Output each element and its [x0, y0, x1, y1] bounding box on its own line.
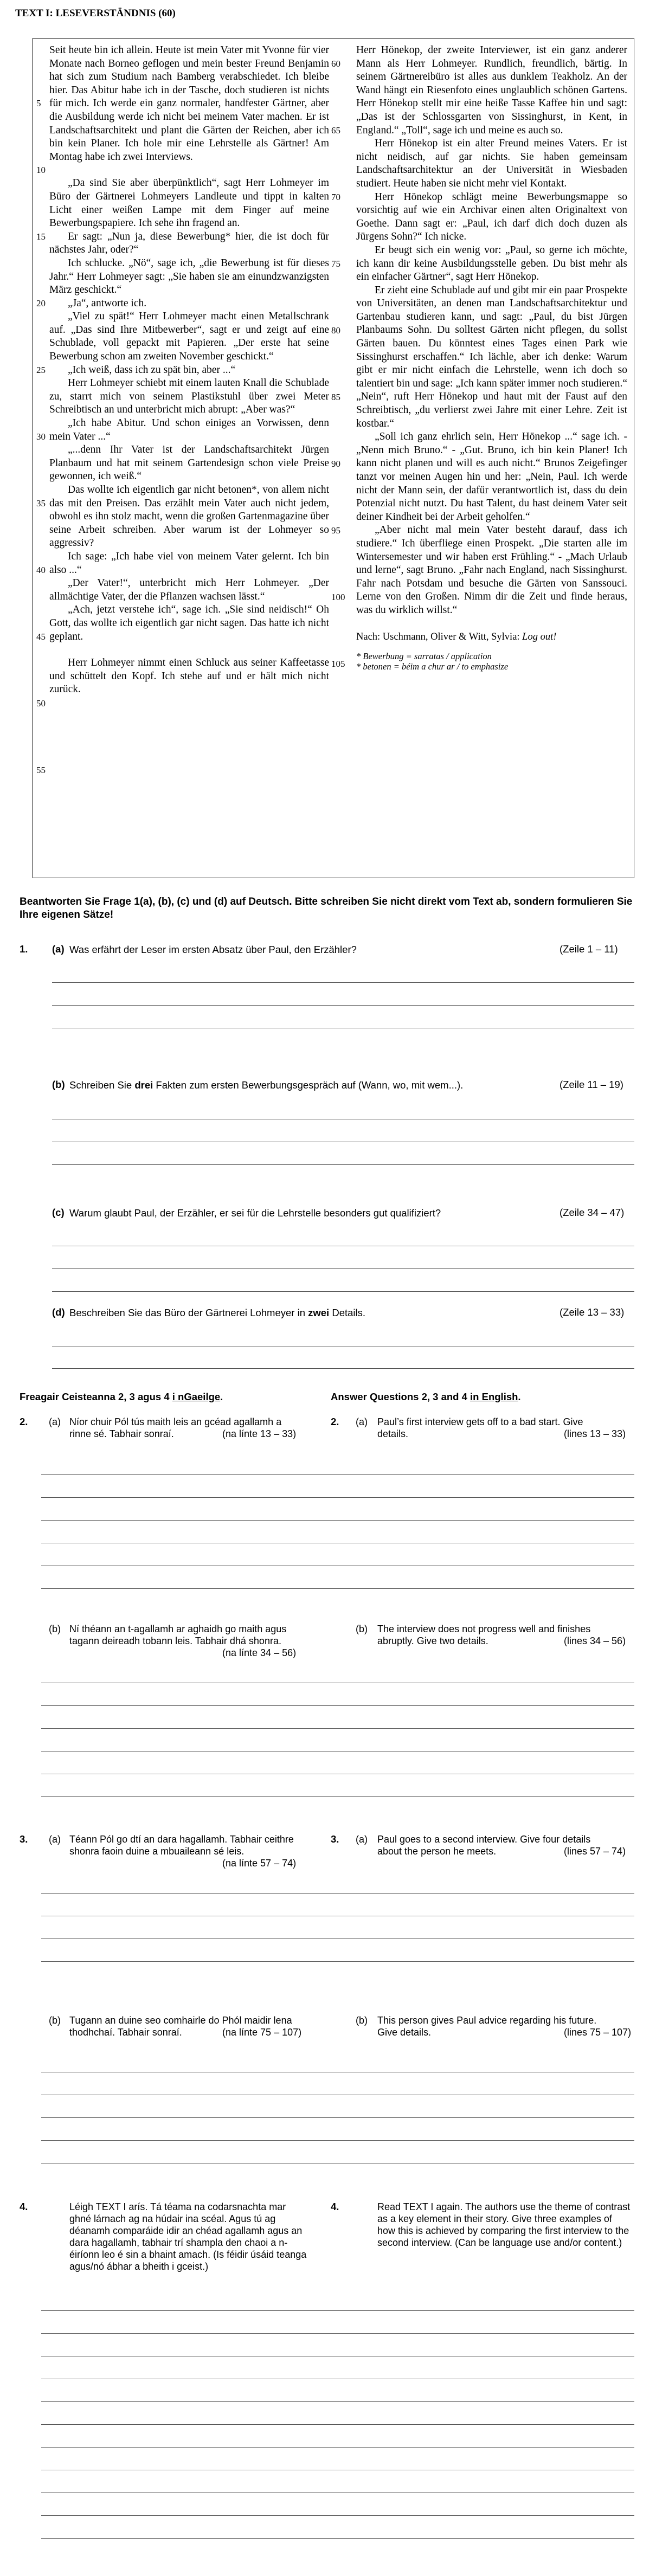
answer-line[interactable]	[41, 1893, 634, 1894]
answer-line[interactable]	[41, 1497, 634, 1498]
line-reference: (na línte 13 – 33)	[222, 1428, 297, 1439]
text-paragraph: Herr Hönekop, der zweite Interviewer, ist ein ganz anderer Mann als Herr Lohmeyer. Rundlich, freundlich, bärtig. In seinem Gärtnereibüro ist alles aus dunklem Teakholz. An der Wand hängt ein Riesenfoto eines unglaublich schönen Gartens. Herr Hönekop stellt mir eine heiße Tasse Kaffee hin und sagt: „Das ist der Schlossgarten von Sissinghurst, in Kent, in England.“ „Toll“, sage ich und meine es auch so.	[356, 44, 627, 136]
line-number: 15	[36, 231, 46, 242]
line-number: 75	[331, 258, 340, 269]
line-reference: (Zeile 13 – 33)	[559, 1306, 625, 1318]
irish-question-text: Tugann an duine seo comhairle do Phól maidir lena thodhchaí. Tabhair sonraí.	[69, 2015, 292, 2038]
text-paragraph: Herr Lohmeyer nimmt einen Schluck aus seiner Kaffeetasse und schüttelt den Kopf. Ich stehe auf und er hält mich nicht zurück.	[49, 657, 329, 695]
answer-line[interactable]	[41, 2310, 634, 2311]
title-text: Freagair Ceisteanna 2, 3 agus 4	[20, 1391, 172, 1402]
question-text: Details.	[329, 1307, 366, 1318]
answer-line[interactable]	[41, 2333, 634, 2334]
answer-line[interactable]	[41, 2447, 634, 2448]
line-number: 25	[36, 365, 46, 376]
line-number: 70	[331, 191, 340, 202]
line-reference: (na línte 34 – 56)	[222, 1647, 297, 1658]
answer-line[interactable]	[41, 2515, 634, 2516]
text-paragraph: Herr Hönekop schlägt meine Bewerbungsmappe so vorsichtig auf wie ein Archivar einen alten Originaltext von Goethe. Dann sagt er: „Paul, ich darf dich doch duzen als Jürgens Sohn?“ Ich nicke.	[356, 191, 627, 243]
irish-section-title	[20, 1391, 223, 1403]
answer-line[interactable]	[41, 1961, 634, 1962]
text-column-right	[331, 44, 627, 672]
source-author: Nach: Uschmann, Oliver & Witt, Sylvia:	[356, 631, 523, 642]
question-label: (a)	[356, 1834, 368, 1845]
footnote: * Bewerbung = sarratas / application	[356, 651, 492, 662]
line-reference: (na línte 57 – 74)	[222, 1858, 297, 1869]
text-paragraph: Herr Lohmeyer schiebt mit einem lauten Knall die Schublade zu, starrt mich von seinem Plastikstuhl über zwei Meter Schreibtisch an und unterbricht mich abrupt: „Aber was?“	[49, 377, 329, 416]
question-number: 2.	[20, 1416, 28, 1427]
text-paragraph: „Der Vater!“, unterbricht mich Herr Lohmeyer. „Der allmächtige Vater, der die Pflanzen wachsen lässt.“	[49, 577, 329, 602]
line-number: 20	[36, 298, 46, 309]
question-emphasis: drei	[134, 1079, 153, 1091]
text-paragraph: „Ja“, antworte ich.	[68, 297, 147, 309]
question-label: (a)	[49, 1834, 61, 1845]
question-1a-text: Was erfährt der Leser im ersten Absatz über Paul, den Erzähler?	[69, 944, 357, 955]
text-paragraph: Herr Hönekop ist ein alter Freund meines Vaters. Er ist nicht neidisch, auf gar nichts. Sie haben gemeinsam Landschaftsarchitektur an der Universität in Wiesbaden studiert. Heute haben sie nicht mehr viel Kontakt.	[356, 138, 627, 189]
question-text: Beschreiben Sie das Büro der Gärtnerei Lohmeyer in	[69, 1307, 308, 1318]
source-title: Log out!	[522, 631, 557, 642]
irish-question-text: Ní théann an t-agallamh ar aghaidh go maith agus tagann deireadh tobann leis. Tabhair dhá shonra.	[69, 1624, 287, 1646]
answer-line[interactable]	[41, 1796, 634, 1797]
paragraph-gap	[49, 164, 329, 177]
answer-line[interactable]	[41, 2538, 634, 2539]
line-number: 35	[36, 498, 46, 509]
question-label: (b)	[356, 2015, 368, 2026]
answer-line[interactable]	[41, 1474, 634, 1475]
question-1b-text	[69, 1079, 525, 1091]
line-reference: (lines 57 – 74)	[564, 1846, 626, 1857]
question-label: (b)	[356, 1624, 368, 1634]
text-paragraph: Seit heute bin ich allein. Heute ist mein Vater mit Yvonne für vier Monate nach Borneo geflogen und mein bester Freund Benjamin hat sich zum Studium nach Bamberg verabschiedet. Ich bleibe hier. Das Abitur habe ich in der Tasche, doch studieren ist nichts für mich. Ich werde ein ganz normaler, handfester Gärtner, aber die Ausbildung werde ich nicht bei meinem Vater machen. Er ist Landschaftsarchitekt und plant die Gärten der Reichen, aber ich bin kein Planer. Ich hole mir eine Lehrstelle als Gärtner! Am Montag habe ich zwei Interviews.	[49, 44, 329, 163]
answer-line[interactable]	[41, 2424, 634, 2425]
line-number: 55	[36, 765, 46, 776]
footnotes	[356, 651, 627, 672]
answer-line[interactable]	[41, 2401, 634, 2402]
answer-line[interactable]	[41, 1588, 634, 1589]
question-emphasis: zwei	[308, 1307, 330, 1318]
section-title: TEXT I: LESEVERSTÄNDNIS (60)	[15, 8, 176, 19]
question-text: Fakten zum ersten Bewerbungsgespräch auf (Wann, wo, mit wem...).	[153, 1079, 464, 1091]
line-number: 60	[331, 58, 340, 69]
text-paragraph: „Da sind Sie aber überpünktlich“, sagt Herr Lohmeyer im Büro der Gärtnerei Lohmeyers Landleute und tippt in kalten Licht einer weißen Lampe mit dem Finger auf meine Bewerbungspapiere. Ich sehe ihn fragend an.	[49, 177, 329, 229]
question-label: (c)	[52, 1207, 65, 1218]
text-paragraph: Ich sage: „Ich habe viel von meinem Vater gelernt. Ich bin also ...“	[49, 550, 329, 576]
line-reference: (lines 75 – 107)	[564, 2027, 632, 2038]
question-label: (d)	[52, 1306, 65, 1318]
title-text: Answer Questions 2, 3 and 4	[331, 1391, 471, 1402]
text-paragraph: „...denn Ihr Vater ist der Landschaftsarchitekt Jürgen Planbaum und hat mit seinem Gartendesign schon viele Preise gewonnen, ich weiß.“	[49, 444, 329, 482]
text-paragraph: „Soll ich ganz ehrlich sein, Herr Hönekop ...“ sage ich. - „Nenn mich Bruno.“ - „Gut. Bruno, ich bin kein Planer! Ich kann nicht planen und will es auch nicht.“ Brunos Zeigefinger tanzt vor meinen Augen hin und her: „Nein, Paul. Ich werde nicht der Mann sein, der dafür verantwortlich ist, dass du dein Potenzial nicht nutzt. Du hast Talent, du hast deinem Vater seit deiner Kindheit bei der Arbeit geholfen.“	[356, 431, 627, 523]
title-emphasis: in English	[470, 1391, 518, 1402]
reading-text-box	[33, 38, 634, 878]
line-number: 10	[36, 165, 46, 176]
german-instructions: Beantworten Sie Frage 1(a), (b), (c) und (d) auf Deutsch. Bitte schreiben Sie nicht direkt vom Text ab, sondern formulieren Sie Ihre eigenen Sätze!	[20, 896, 633, 920]
footnote: * betonen = béim a chur ar / to emphasize	[356, 661, 509, 672]
english-question-text: The interview does not progress well and finishes abruptly. Give two details.	[377, 1624, 591, 1646]
english-section-title	[331, 1391, 521, 1403]
line-number: 30	[36, 432, 46, 442]
english-question-text: Paul goes to a second interview. Give four details about the person he meets.	[377, 1834, 591, 1857]
text-paragraph: Er sagt: „Nun ja, diese Bewerbung* hier, die ist doch für nächstes Jahr, oder?“	[49, 230, 329, 256]
question-number: 3.	[331, 1833, 339, 1845]
line-reference: (Zeile 1 – 11)	[559, 943, 618, 955]
answer-line[interactable]	[41, 1520, 634, 1521]
irish-question-text: Téann Pól go dtí an dara hagallamh. Tabhair ceithre shonra faoin duine a mbuaileann sé leis.	[69, 1834, 294, 1857]
line-number: 50	[36, 698, 46, 709]
line-number: 95	[331, 525, 340, 536]
line-reference: (Zeile 11 – 19)	[559, 1079, 623, 1090]
answer-line[interactable]	[52, 1005, 634, 1006]
text-column-left	[36, 44, 329, 776]
text-paragraph: „Ich habe Abitur. Und schon einiges an Vorwissen, denn mein Vater ...“	[49, 417, 329, 442]
text-paragraph: Er beugt sich ein wenig vor: „Paul, so gerne ich möchte, ich kann dir keine Ausbildungsstelle geben. Du bist mehr als ein einfacher Gärtner“, sagt Herr Hönekop.	[356, 244, 627, 283]
question-number: 4.	[331, 2201, 339, 2212]
line-reference: (Zeile 34 – 47)	[559, 1207, 625, 1218]
text-paragraph: „Viel zu spät!“ Herr Lohmeyer macht einen Metallschrank auf. „Das sind Ihre Mitbewerber“, sagt er und zeigt auf eine Schublade, voll gepackt mit Papieren. „Der erste hat seine Bewerbung schon am zweiten November geschickt.“	[49, 311, 329, 363]
answer-line[interactable]	[41, 2117, 634, 2118]
line-number: 5	[36, 98, 41, 109]
answer-line[interactable]	[41, 2140, 634, 2141]
question-label: (b)	[49, 2015, 61, 2026]
text-paragraph: Er zieht eine Schublade auf und gibt mir ein paar Prospekte von Universitäten, an denen man Landschaftsarchitektur und Gartenbau studieren kann, und sagt: „Paul, du bist Jürgen Planbaums Sohn. Du solltest Gärten nicht pflegen, du sollst Gärten bauen. Du könntest eines Tages einen Park wie Sissinghurst erschaffen.“ Ich lächle, aber ich denke: Warum gibt er mir nicht einfach die Lehrstelle, wenn ich doch so talentiert bin und sage: „Ich kann später immer noch studieren.“ „Nein“, ruft Herr Hönekop und haut mit der Faust auf den Schreibtisch, „du verlierst zwei Jahre mit einer Lehre. Zeit ist kostbar.“	[356, 284, 627, 429]
line-reference: (lines 13 – 33)	[564, 1428, 626, 1439]
question-label: (b)	[52, 1079, 65, 1090]
text-paragraph: Das wollte ich eigentlich gar nicht betonen*, von allem nicht das mit den Preisen. Das erzählt mein Vater auch nicht jedem, obwohl es ihn stolz macht, wenn die großen Gartenmagazine über seine Arbeit schreiben. Aber warum ist der Lohmeyer so aggressiv?	[49, 484, 329, 549]
question-label: (a)	[52, 943, 65, 955]
text-paragraph: „Aber nicht mal mein Vater besteht darauf, dass ich studiere.“ Ich überfliege einen Prospekt. „Die starten alle im Wintersemester und wir haben erst Frühling.“ - „Mach Urlaub und lerne“, sagt Bruno. „Fahr nach England, nach Sissinghurst. Fahr nach Potsdam und besuche die Gärten von Sanssouci. Lerne von den Großen. Nimm dir die Zeit und finde heraus, was du wirklich willst.“	[356, 524, 627, 616]
line-reference: (lines 34 – 56)	[564, 1635, 626, 1646]
question-1d-text	[69, 1306, 525, 1319]
question-number: 1.	[20, 943, 28, 955]
irish-question-text: Níor chuir Pól tús maith leis an gcéad agallamh a rinne sé. Tabhair sonraí.	[69, 1416, 282, 1439]
answer-line[interactable]	[52, 1268, 634, 1269]
question-number: 3.	[20, 1833, 28, 1845]
line-number: 45	[36, 632, 46, 642]
text-paragraph: Ich schlucke. „Nö“, sage ich, „die Bewerbung ist für dieses Jahr.“ Herr Lohmeyer sagt: „Sie haben sie am einundzwanzigsten März geschickt.“	[49, 257, 329, 296]
question-label: (a)	[356, 1416, 368, 1427]
line-number: 105	[331, 658, 345, 669]
irish-question-text: Léigh TEXT I arís. Tá téama na codarsnachta mar ghné lárnach ag na húdair ina scéal. Agus tú ag déanamh comparáide idir an chéad agallamh agus an dara hagallamh, tabhair trí shampla den chaoi a n-éiríonn leo é sin a bhaint amach. (Is féidir úsáid teanga agus/nó ábhar a bheith i gceist.)	[69, 2201, 307, 2272]
answer-line[interactable]	[52, 1164, 634, 1165]
question-label: (b)	[49, 1624, 61, 1634]
question-number: 2.	[331, 1416, 339, 1427]
title-emphasis: i nGaeilge	[172, 1391, 221, 1402]
answer-line[interactable]	[41, 1705, 634, 1706]
text-paragraph: „Ich weiß, dass ich zu spät bin, aber ...“	[68, 364, 236, 376]
question-label: (a)	[49, 1416, 61, 1427]
text-paragraph: „Ach, jetzt verstehe ich“, sage ich. „Sie sind neidisch!“ Oh Gott, das wollte ich eigentlich gar nicht sagen. Das hatte ich nicht geplant.	[49, 604, 329, 642]
question-text: Schreiben Sie	[69, 1079, 135, 1091]
line-number: 65	[331, 125, 340, 136]
paragraph-gap	[49, 643, 329, 656]
line-number: 100	[331, 591, 345, 602]
title-text: .	[518, 1391, 521, 1402]
line-number: 90	[331, 458, 340, 469]
question-1c-text: Warum glaubt Paul, der Erzähler, er sei für die Lehrstelle besonders gut qualifiziert?	[69, 1207, 441, 1219]
line-number: 40	[36, 565, 46, 576]
answer-line[interactable]	[41, 1728, 634, 1729]
answer-line[interactable]	[52, 1291, 634, 1292]
english-question-text: Read TEXT I again. The authors use the theme of contrast as a key element in their story. Give three examples of how this is achieved by comparing the first interview to the second interview. (Can be language use and/or content.)	[377, 2201, 631, 2248]
title-text: .	[220, 1391, 223, 1402]
question-number: 4.	[20, 2201, 28, 2212]
english-question-text: This person gives Paul advice regarding his future. Give details.	[377, 2015, 597, 2038]
line-number: 80	[331, 325, 340, 336]
answer-line[interactable]	[52, 982, 634, 983]
line-number: 85	[331, 391, 340, 402]
answer-line[interactable]	[52, 1368, 634, 1369]
english-question-text: Paul’s first interview gets off to a bad start. Give details.	[377, 1416, 583, 1439]
line-reference: (na línte 75 – 107)	[222, 2027, 302, 2038]
source-citation	[356, 630, 627, 644]
